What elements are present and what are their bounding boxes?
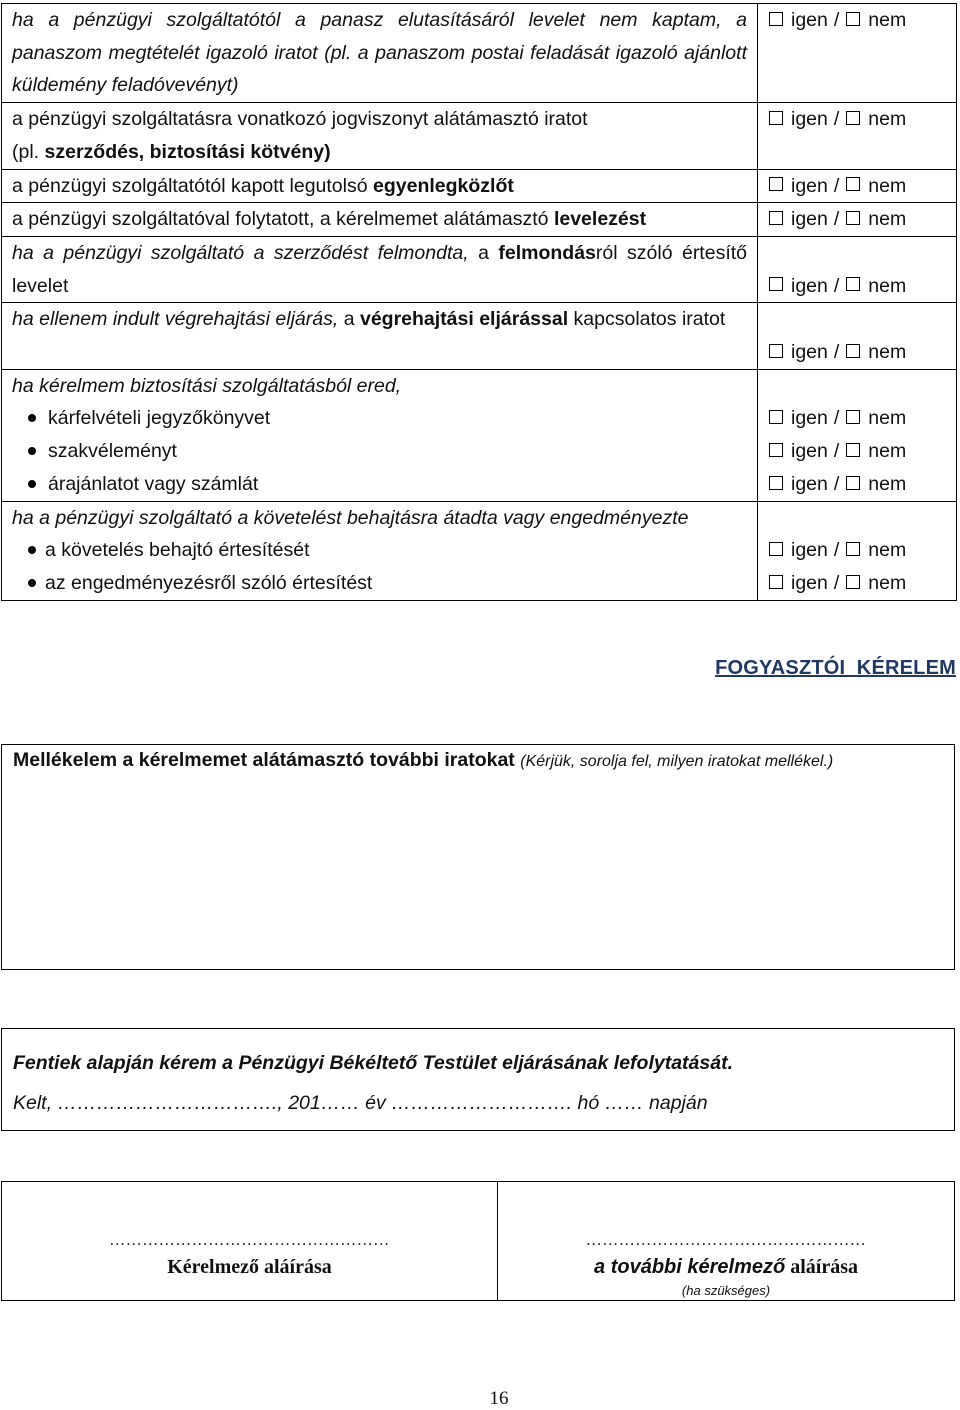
option-no-label: nem bbox=[868, 208, 907, 231]
option-yes-label: igen bbox=[791, 440, 828, 463]
row5-italic: ha a pénzügyi szolgáltató a szerződést felmondta, bbox=[12, 241, 469, 264]
co-applicant-signature-cell[interactable] bbox=[498, 1182, 954, 1300]
checkbox-yes[interactable] bbox=[769, 344, 783, 358]
applicant-signature-cell[interactable] bbox=[2, 1182, 498, 1300]
option-no-label: nem bbox=[868, 341, 907, 364]
signature-line: …………………………………………… bbox=[109, 1232, 390, 1249]
signature-table bbox=[1, 1181, 955, 1301]
checkbox-no[interactable] bbox=[846, 476, 860, 490]
co-applicant-signature-label: a további kérelmező aláírása bbox=[594, 1256, 858, 1278]
checkbox-no[interactable] bbox=[846, 443, 860, 457]
checkbox-yes[interactable] bbox=[769, 410, 783, 424]
checklist-row bbox=[2, 203, 957, 237]
option-no-label: nem bbox=[868, 108, 907, 131]
list-item: kárfelvételi jegyzőkönyvet bbox=[12, 402, 747, 435]
option-no-label: nem bbox=[868, 407, 907, 430]
row2-bold: szerződés, biztosítási kötvény) bbox=[44, 140, 331, 163]
row4-text: a pénzügyi szolgáltatóval folytatott, a kérelmemet alátámasztó bbox=[12, 208, 549, 231]
section-title: FOGYASZTÓI KÉRELEM bbox=[715, 657, 956, 679]
list-item: árajánlatot vagy számlát bbox=[12, 468, 747, 501]
answer-row8-2 bbox=[769, 567, 956, 600]
option-yes-label: igen bbox=[791, 539, 828, 562]
row6-text-b: kapcsolatos iratot bbox=[573, 308, 726, 331]
option-separator: / bbox=[833, 108, 840, 131]
option-no-label: nem bbox=[868, 9, 907, 31]
option-separator: / bbox=[833, 208, 840, 231]
checkbox-yes[interactable] bbox=[769, 443, 783, 457]
option-separator: / bbox=[833, 539, 840, 562]
checkbox-no[interactable] bbox=[846, 277, 860, 291]
answer-row7-2 bbox=[769, 435, 956, 468]
row6-bold: végrehajtási eljárással bbox=[359, 308, 569, 331]
checkbox-no[interactable] bbox=[846, 344, 860, 358]
checkbox-no[interactable] bbox=[846, 410, 860, 424]
row4-bold: levelezést bbox=[553, 208, 647, 231]
checklist-description bbox=[2, 103, 758, 169]
bullet-icon bbox=[28, 546, 36, 554]
checklist-row bbox=[2, 169, 957, 203]
checkbox-yes[interactable] bbox=[769, 476, 783, 490]
option-yes-label: igen bbox=[791, 174, 828, 197]
option-no-label: nem bbox=[868, 440, 907, 463]
answer-row8-1 bbox=[769, 534, 956, 567]
list-item: az engedményezésről szóló értesítést bbox=[12, 567, 747, 600]
row2-text: a pénzügyi szolgáltatásra vonatkozó jogviszonyt alátámasztó iratot bbox=[12, 108, 588, 131]
option-separator: / bbox=[833, 341, 840, 364]
checkbox-no[interactable] bbox=[846, 542, 860, 556]
yes-no-options bbox=[758, 203, 957, 237]
list-item: a követelés behajtó értesítését bbox=[12, 534, 747, 567]
option-no-label: nem bbox=[868, 472, 907, 495]
row2-text-b: (pl. bbox=[12, 140, 40, 163]
applicant-signature-label: Kérelmező aláírása bbox=[167, 1256, 332, 1278]
option-separator: / bbox=[833, 274, 840, 297]
option-yes-label: igen bbox=[791, 571, 828, 594]
option-no-label: nem bbox=[868, 174, 907, 197]
checkbox-yes[interactable] bbox=[769, 111, 783, 125]
checklist-row bbox=[2, 369, 957, 501]
request-box bbox=[1, 1028, 955, 1131]
checklist-description bbox=[2, 236, 758, 302]
yes-no-options bbox=[758, 303, 957, 369]
checklist-description bbox=[2, 203, 758, 237]
answer-row4 bbox=[769, 203, 956, 236]
yes-no-options bbox=[758, 501, 957, 600]
answer-row1 bbox=[769, 4, 956, 37]
attachment-checklist bbox=[1, 3, 957, 601]
option-yes-label: igen bbox=[791, 341, 828, 364]
option-no-label: nem bbox=[868, 539, 907, 562]
checkbox-yes[interactable] bbox=[769, 12, 783, 26]
checkbox-yes[interactable] bbox=[769, 575, 783, 589]
date-line[interactable]: Kelt, ……………………………., 201…… év ………………………. hó …… napján bbox=[13, 1092, 708, 1114]
checkbox-yes[interactable] bbox=[769, 542, 783, 556]
checklist-description bbox=[2, 303, 758, 369]
row8-heading: ha a pénzügyi szolgáltató a követelést behajtásra átadta vagy engedményezte bbox=[12, 506, 689, 529]
answer-row5 bbox=[769, 270, 956, 303]
option-no-label: nem bbox=[868, 274, 907, 297]
option-yes-label: igen bbox=[791, 472, 828, 495]
row6-italic: ha ellenem indult végrehajtási eljárás, bbox=[12, 308, 339, 331]
answer-row7-3 bbox=[769, 468, 956, 501]
bullet-icon bbox=[28, 414, 36, 422]
answer-row6 bbox=[769, 336, 956, 369]
checkbox-no[interactable] bbox=[846, 12, 860, 26]
request-statement: Fentiek alapján kérem a Pénzügyi Békéltető Testület eljárásának lefolytatását. bbox=[13, 1052, 733, 1074]
row6-text-a: a bbox=[343, 308, 355, 331]
checklist-row bbox=[2, 4, 957, 103]
row1-text: ha a pénzügyi szolgáltatótól a panasz elutasításáról levelet nem kaptam, a panaszom megtételét igazoló iratot (pl. a panaszom postai feladását igazoló ajánlott küldemény feladóvevényt) bbox=[12, 9, 747, 97]
option-separator: / bbox=[833, 472, 840, 495]
checkbox-yes[interactable] bbox=[769, 277, 783, 291]
option-no-label: nem bbox=[868, 571, 907, 594]
checklist-row bbox=[2, 236, 957, 302]
option-separator: / bbox=[833, 571, 840, 594]
option-yes-label: igen bbox=[791, 9, 828, 31]
checklist-row bbox=[2, 303, 957, 369]
option-separator: / bbox=[833, 174, 840, 197]
checkbox-no[interactable] bbox=[846, 575, 860, 589]
checklist-row bbox=[2, 103, 957, 169]
option-separator: / bbox=[833, 9, 840, 31]
yes-no-options bbox=[758, 169, 957, 203]
option-yes-label: igen bbox=[791, 108, 828, 131]
option-yes-label: igen bbox=[791, 407, 828, 430]
row3-bold: egyenlegközlőt bbox=[373, 174, 514, 197]
checklist-row bbox=[2, 501, 957, 600]
yes-no-options bbox=[758, 236, 957, 302]
co-applicant-note: (ha szükséges) bbox=[681, 1283, 771, 1298]
attachments-box[interactable] bbox=[1, 744, 955, 970]
option-separator: / bbox=[833, 407, 840, 430]
checkbox-no[interactable] bbox=[846, 177, 860, 191]
row5-bold: felmondás bbox=[498, 241, 596, 264]
row7-heading: ha kérelmem biztosítási szolgáltatásból ered, bbox=[12, 374, 402, 397]
signature-line: …………………………………………… bbox=[585, 1232, 867, 1249]
checkbox-yes[interactable] bbox=[769, 177, 783, 191]
row5-text-b: ról szóló értesítő levelet bbox=[12, 241, 748, 297]
option-yes-label: igen bbox=[791, 208, 828, 231]
row3-text: a pénzügyi szolgáltatótól kapott legutolsó bbox=[12, 174, 368, 197]
checklist-description bbox=[2, 369, 758, 501]
option-separator: / bbox=[833, 440, 840, 463]
bullet-icon bbox=[28, 579, 36, 587]
checkbox-yes[interactable] bbox=[769, 211, 783, 225]
bullet-icon bbox=[28, 480, 36, 488]
yes-no-options bbox=[758, 369, 957, 501]
answer-row2 bbox=[769, 103, 956, 136]
list-item: szakvéleményt bbox=[12, 435, 747, 468]
attachments-hint: (Kérjük, sorolja fel, milyen iratokat mellékel.) bbox=[520, 753, 834, 770]
attachments-label: Mellékelem a kérelmemet alátámasztó további iratokat bbox=[13, 749, 515, 771]
page-number: 16 bbox=[489, 1388, 509, 1409]
checklist-description bbox=[2, 169, 758, 203]
row5-text-a: a bbox=[478, 241, 489, 264]
checkbox-no[interactable] bbox=[846, 111, 860, 125]
answer-row3 bbox=[769, 170, 956, 203]
answer-row7-1 bbox=[769, 402, 956, 435]
yes-no-options bbox=[758, 103, 957, 169]
yes-no-options bbox=[758, 4, 957, 103]
checklist-description bbox=[2, 501, 758, 600]
option-yes-label: igen bbox=[791, 274, 828, 297]
checkbox-no[interactable] bbox=[846, 211, 860, 225]
bullet-icon bbox=[28, 447, 36, 455]
checklist-description bbox=[2, 4, 758, 103]
